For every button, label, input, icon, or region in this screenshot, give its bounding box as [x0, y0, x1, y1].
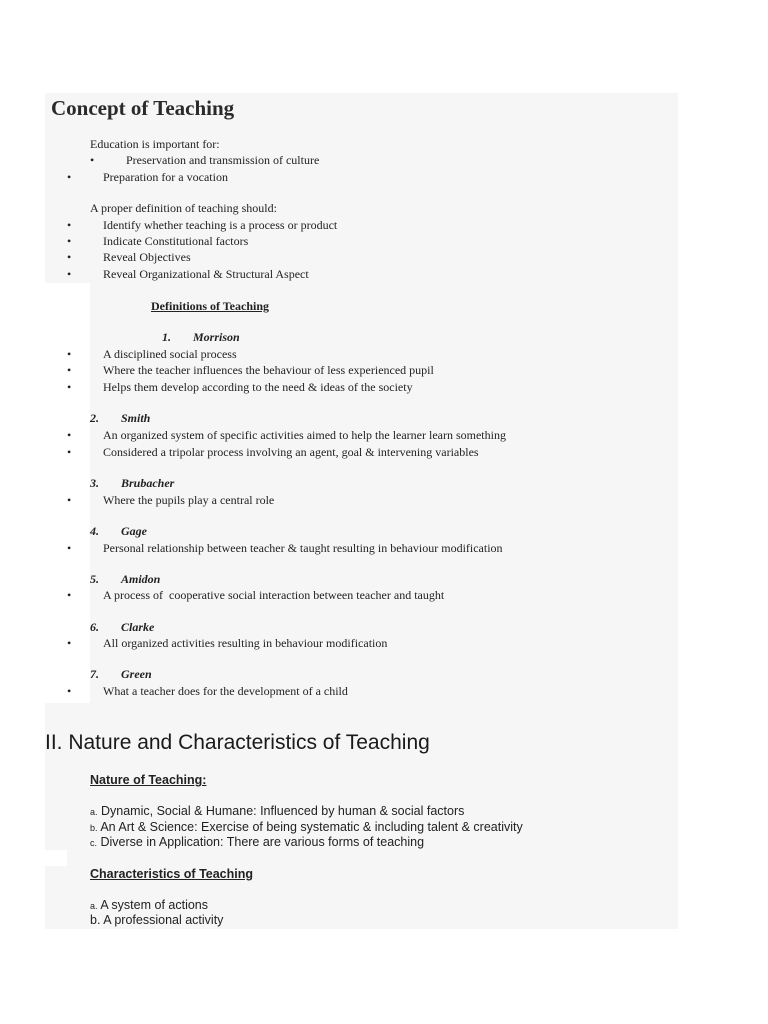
list-item: Identify whether teaching is a process or product — [103, 218, 338, 232]
bullet-icon: • — [67, 218, 72, 232]
bullet-icon: • — [67, 250, 72, 264]
bullet-icon: • — [67, 588, 72, 602]
list-item: Reveal Objectives — [103, 250, 191, 264]
content-background — [45, 850, 67, 866]
author-number: 2. — [90, 411, 99, 425]
characteristics-heading: Characteristics of Teaching — [90, 867, 254, 881]
bullet-icon: • — [67, 541, 72, 555]
bullet-icon: • — [67, 234, 72, 248]
section-title: Concept of Teaching — [51, 96, 235, 120]
list-marker: b. — [90, 913, 101, 927]
author-name: Brubacher — [121, 476, 175, 490]
list-text: Diverse in Application: There are various forms of teaching — [100, 835, 425, 849]
list-item: Where the pupils play a central role — [103, 493, 275, 507]
list-item: Reveal Organizational & Structural Aspect — [103, 267, 309, 281]
bullet-icon: • — [67, 428, 72, 442]
author-name: Morrison — [193, 330, 240, 344]
list-item — [90, 913, 223, 927]
author-number: 4. — [90, 524, 99, 538]
author-number: 6. — [90, 620, 99, 634]
bullet-icon: • — [67, 445, 72, 459]
author-name: Amidon — [121, 572, 161, 586]
bullet-icon: • — [67, 493, 72, 507]
author-number: 5. — [90, 572, 99, 586]
author-name: Clarke — [121, 620, 155, 634]
list-item: Preparation for a vocation — [103, 170, 228, 184]
list-marker: a. — [90, 807, 98, 817]
list-item — [90, 804, 464, 818]
intro-text: A proper definition of teaching should: — [90, 201, 277, 215]
list-marker: c. — [90, 838, 98, 848]
bullet-icon: • — [67, 267, 72, 281]
author-number: 1. — [162, 330, 171, 344]
list-item: A process of cooperative social interaction between teacher and taught — [103, 588, 445, 602]
list-item: Personal relationship between teacher & taught resulting in behaviour modification — [103, 541, 503, 555]
list-marker: a. — [90, 901, 98, 911]
bullet-icon: • — [67, 636, 72, 650]
bullet-icon: • — [67, 347, 72, 361]
list-item — [90, 835, 424, 849]
list-text: Dynamic, Social & Humane: Influenced by human & social factors — [101, 804, 465, 818]
list-item: Where the teacher influences the behaviour of less experienced pupil — [103, 363, 434, 377]
list-item: A disciplined social process — [103, 347, 237, 361]
author-name: Gage — [121, 524, 147, 538]
list-marker: b. — [90, 823, 98, 833]
author-number: 3. — [90, 476, 99, 490]
intro-text: Education is important for: — [90, 137, 220, 151]
list-item: Helps them develop according to the need & ideas of the society — [103, 380, 413, 394]
definitions-heading: Definitions of Teaching — [151, 299, 270, 313]
bullet-icon: • — [67, 684, 72, 698]
list-item: Considered a tripolar process involving an agent, goal & intervening variables — [103, 445, 479, 459]
list-text: A system of actions — [100, 898, 208, 912]
bullet-icon: • — [67, 380, 72, 394]
list-text: An Art & Science: Exercise of being systematic & including talent & creativity — [100, 820, 523, 834]
list-item: All organized activities resulting in behaviour modification — [103, 636, 388, 650]
author-name: Green — [121, 667, 152, 681]
list-text: A professional activity — [103, 913, 224, 927]
list-item: What a teacher does for the development of a child — [103, 684, 348, 698]
section-title: II. Nature and Characteristics of Teaching — [45, 731, 430, 754]
bullet-icon: • — [67, 170, 72, 184]
list-item: Indicate Constitutional factors — [103, 234, 249, 248]
author-name: Smith — [121, 411, 151, 425]
nature-heading: Nature of Teaching: — [90, 773, 207, 787]
bullet-icon: • — [90, 153, 95, 167]
list-item — [90, 820, 523, 834]
list-item — [90, 898, 208, 912]
list-item: An organized system of specific activities aimed to help the learner learn something — [103, 428, 506, 442]
bullet-icon: • — [67, 363, 72, 377]
author-number: 7. — [90, 667, 99, 681]
list-item: Preservation and transmission of culture — [126, 153, 320, 167]
